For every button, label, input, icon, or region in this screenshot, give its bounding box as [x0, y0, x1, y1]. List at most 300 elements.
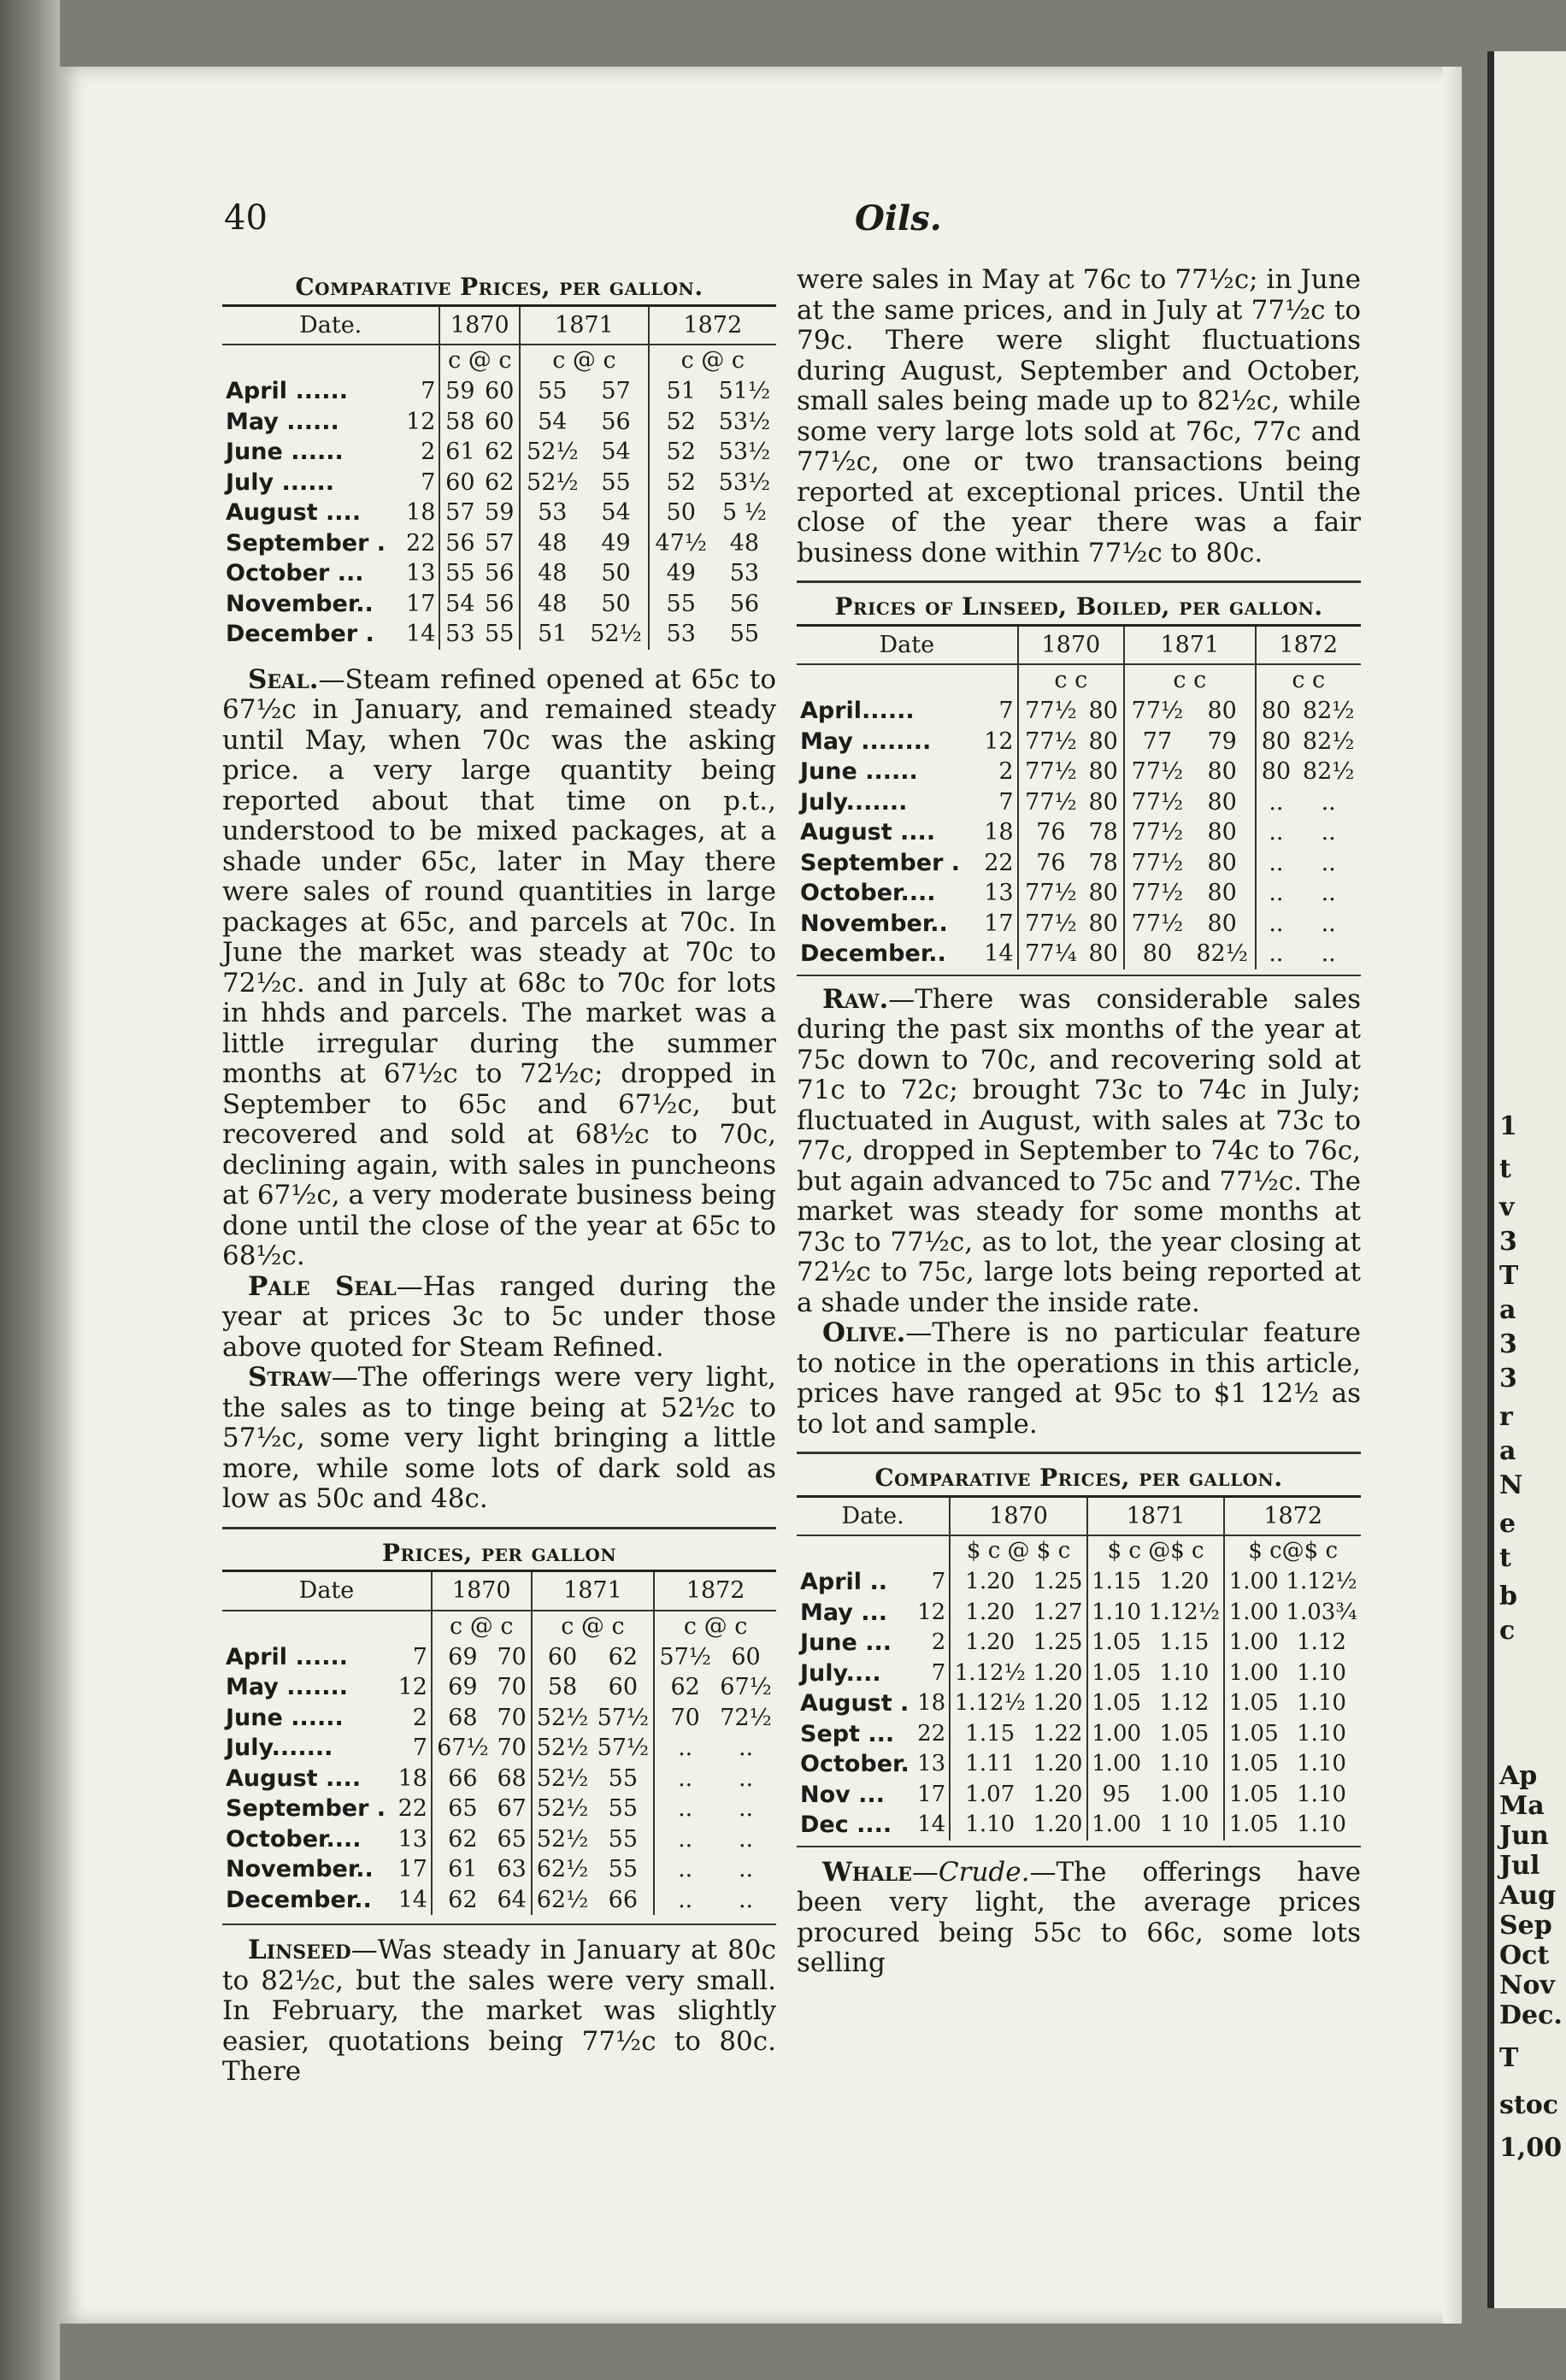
price-table	[797, 1498, 1361, 1841]
price-high-cell: 60	[485, 408, 515, 435]
price-high-cell: ..	[1321, 849, 1336, 876]
table-row	[797, 1628, 1361, 1658]
month-cell: September .	[226, 529, 386, 557]
day-cell: 12	[397, 1674, 427, 1700]
unit-label: c @ c	[654, 1611, 776, 1642]
table-row	[797, 1567, 1361, 1598]
olive-paragraph	[797, 1318, 1361, 1440]
table-row	[797, 1810, 1361, 1841]
date-header: Date.	[222, 307, 439, 345]
price-low-cell: 1.10	[950, 1810, 1029, 1841]
adjacent-page-fragment: e	[1499, 1509, 1516, 1539]
day-cell: 13	[984, 880, 1014, 906]
price-low-cell: 52	[649, 437, 713, 468]
price-high-cell: 80	[1088, 788, 1118, 816]
price-low-cell: 1.15	[1087, 1567, 1145, 1598]
price-high-cell: 1.10	[1297, 1720, 1346, 1747]
price-low-cell: 52½	[532, 1733, 593, 1764]
adjacent-page-fragment: Ap	[1499, 1761, 1538, 1791]
price-low-cell: 77½	[1124, 817, 1190, 848]
price-high-cell: ..	[1321, 819, 1336, 845]
price-high-cell: 80	[1207, 849, 1237, 876]
divider	[797, 1846, 1361, 1847]
price-low-cell: 58	[532, 1672, 593, 1703]
price-high-cell: 56	[601, 408, 631, 435]
price-low-cell: 52½	[520, 437, 584, 468]
price-low-cell: 50	[649, 498, 713, 528]
month-cell: November..	[800, 910, 948, 937]
month-cell: July ......	[226, 468, 335, 496]
price-low-cell: 49	[649, 558, 713, 589]
table-title: Comparative Prices, per gallon.	[295, 273, 704, 301]
price-high-cell: ..	[738, 1795, 754, 1822]
year-header: 1871	[1087, 1498, 1225, 1536]
adjacent-page-fragment: Aug	[1499, 1881, 1557, 1911]
price-high-cell: 1 10	[1159, 1812, 1210, 1837]
price-low-cell: 1.10	[1087, 1598, 1145, 1629]
price-low-cell: 77½	[1124, 787, 1190, 818]
price-low-cell: 56	[439, 528, 480, 559]
price-high-cell: 52½	[590, 621, 642, 647]
page-edge	[1443, 67, 1462, 2324]
unit-label: $ c @ $ c	[950, 1535, 1087, 1567]
paragraph-lead: Linseed	[248, 1935, 351, 1965]
month-cell: June ......	[800, 758, 918, 785]
unit-label: $ c@$ c	[1224, 1535, 1361, 1567]
month-cell: April......	[800, 698, 915, 724]
price-high-cell: 80	[1207, 788, 1237, 816]
paragraph-lead: Straw	[248, 1362, 332, 1393]
price-low-cell: 80	[1256, 696, 1297, 727]
price-low-cell: 1.15	[950, 1719, 1029, 1750]
price-low-cell: 55	[439, 558, 480, 589]
month-cell: July.......	[226, 1735, 333, 1761]
table-header-row	[797, 1498, 1361, 1536]
month-cell: August ....	[226, 499, 362, 526]
price-high-cell: ..	[738, 1856, 754, 1882]
price-low-cell: 52½	[532, 1764, 593, 1794]
day-cell: 7	[412, 1643, 427, 1670]
price-high-cell: 1.10	[1159, 1659, 1210, 1686]
day-cell: 7	[421, 468, 436, 496]
paragraph-text: —The offerings have been very light, the average prices procured being 55c to 66c, some lots selling	[797, 1856, 1361, 1978]
adjacent-page-fragment: T	[1499, 2043, 1519, 2073]
table-row	[222, 407, 776, 438]
price-low-cell: ..	[654, 1854, 715, 1885]
price-low-cell: 57	[439, 498, 480, 528]
table-row	[222, 498, 776, 528]
adjacent-page-strip	[1487, 51, 1566, 2308]
price-high-cell: 82½	[1302, 698, 1355, 724]
price-low-cell: 77½	[1124, 878, 1190, 909]
price-high-cell: 54	[601, 439, 631, 465]
price-low-cell: 62	[654, 1672, 715, 1703]
month-cell: August ....	[226, 1764, 362, 1792]
month-cell: April ..	[800, 1569, 887, 1595]
year-header: 1871	[520, 307, 648, 345]
price-low-cell: 61	[439, 437, 480, 468]
month-cell: April ......	[226, 378, 348, 404]
unit-label: c @ c	[439, 345, 520, 376]
table-row	[222, 1764, 776, 1794]
price-low-cell: 48	[520, 528, 584, 559]
price-low-cell: 55	[520, 376, 584, 407]
year-header: 1870	[950, 1498, 1087, 1536]
month-cell: June ......	[226, 439, 344, 465]
adjacent-page-fragment: v	[1499, 1193, 1515, 1222]
price-high-cell: 57½	[597, 1735, 650, 1761]
year-header: 1872	[1224, 1498, 1361, 1536]
price-high-cell: ..	[1321, 910, 1336, 937]
price-low-cell: 69	[432, 1672, 493, 1703]
price-high-cell: 59	[485, 499, 515, 526]
price-high-cell: 55	[608, 1856, 639, 1882]
month-cell: May .......	[226, 1674, 349, 1700]
table-row	[222, 1733, 776, 1764]
price-low-cell: 1.05	[1224, 1780, 1282, 1811]
price-low-cell: 53	[649, 619, 713, 650]
page-header	[162, 198, 1393, 250]
price-high-cell: 80	[1207, 910, 1237, 937]
paragraph-text: —There is no particular feature to notice in the operations in this article, prices have ranged at 95c to $1 12½ as to lot and sample.	[797, 1317, 1361, 1440]
month-cell: October ...	[226, 560, 364, 586]
adjacent-page-fragment: c	[1499, 1616, 1516, 1646]
table-row	[222, 528, 776, 559]
month-cell: Sept ...	[800, 1720, 895, 1747]
price-high-cell: 82½	[1302, 758, 1355, 785]
price-high-cell: 68	[497, 1764, 527, 1792]
date-header: Date	[797, 627, 1018, 665]
price-high-cell: 80	[1088, 728, 1118, 755]
price-high-cell: ..	[1321, 880, 1336, 906]
price-high-cell: 55	[729, 621, 760, 647]
month-cell: September .	[800, 849, 961, 876]
unit-row	[797, 664, 1361, 696]
month-cell: July.......	[800, 788, 908, 816]
day-cell: 18	[917, 1690, 946, 1716]
table-row	[797, 1658, 1361, 1689]
table-row	[222, 558, 776, 589]
price-low-cell: 54	[520, 407, 584, 438]
price-high-cell: 1.20	[1033, 1781, 1083, 1807]
price-high-cell: 1.12½	[1148, 1599, 1220, 1625]
straw-paragraph	[222, 1363, 776, 1515]
price-high-cell: 56	[729, 590, 760, 617]
adjacent-page-fragment: a	[1499, 1436, 1516, 1466]
price-high-cell: 1.12	[1159, 1690, 1210, 1716]
left-column	[222, 272, 776, 2088]
price-high-cell: 60	[485, 378, 515, 404]
day-cell: 17	[984, 910, 1014, 937]
price-low-cell: 1.11	[950, 1749, 1029, 1780]
price-high-cell: 1.10	[1297, 1659, 1346, 1686]
price-high-cell: 70	[497, 1704, 527, 1731]
price-low-cell: 53	[520, 498, 584, 528]
price-low-cell: 55	[649, 589, 713, 620]
price-low-cell: 62	[432, 1885, 493, 1916]
price-high-cell: 65	[497, 1825, 527, 1853]
price-table	[222, 307, 776, 650]
adjacent-page-fragment: t	[1499, 1543, 1511, 1573]
adjacent-page-fragment: Jul	[1499, 1851, 1540, 1881]
price-low-cell: 1.20	[950, 1567, 1029, 1598]
unit-label: c @ c	[520, 345, 648, 376]
price-low-cell: 52½	[532, 1824, 593, 1855]
price-high-cell: 80	[1207, 698, 1237, 724]
price-high-cell: 57	[601, 378, 631, 404]
price-high-cell: 5 ½	[721, 499, 767, 526]
month-cell: May ...	[800, 1599, 888, 1626]
price-high-cell: 80	[1088, 940, 1118, 967]
month-cell: November..	[226, 1856, 374, 1882]
price-low-cell: 1.00	[1087, 1719, 1145, 1750]
year-header: 1870	[439, 307, 520, 345]
price-low-cell: 59	[439, 376, 480, 407]
price-low-cell: ..	[654, 1794, 715, 1824]
price-low-cell: ..	[1256, 787, 1297, 818]
table-row	[797, 878, 1361, 909]
price-high-cell: 80	[1088, 880, 1118, 906]
adjacent-page-fragment: Sep	[1499, 1911, 1552, 1941]
adjacent-page-fragment: a	[1499, 1295, 1516, 1325]
price-high-cell: 1.03¾	[1286, 1599, 1357, 1625]
day-cell: 13	[397, 1825, 427, 1853]
price-high-cell: 64	[497, 1886, 527, 1913]
price-low-cell: 60	[532, 1642, 593, 1673]
price-low-cell: 77½	[1124, 909, 1190, 940]
price-low-cell: 77½	[1124, 848, 1190, 879]
price-high-cell: 51½	[718, 378, 771, 404]
price-low-cell: ..	[654, 1764, 715, 1794]
year-header: 1871	[1124, 627, 1255, 665]
unit-row	[222, 1611, 776, 1642]
price-low-cell: 70	[654, 1703, 715, 1734]
unit-row	[797, 1535, 1361, 1567]
unit-label: c c	[1124, 664, 1255, 696]
price-high-cell: 80	[1207, 880, 1237, 906]
table-header-row	[797, 627, 1361, 665]
price-high-cell: 1.10	[1159, 1751, 1210, 1776]
adjacent-page-fragment: 3	[1499, 1227, 1517, 1257]
table-row	[797, 696, 1361, 727]
unit-label: c @ c	[432, 1611, 532, 1642]
price-low-cell: 80	[1256, 727, 1297, 757]
paragraph-lead: Seal.	[248, 663, 319, 695]
price-high-cell: 80	[1088, 910, 1118, 937]
price-high-cell: 70	[497, 1674, 527, 1700]
table-row	[222, 1854, 776, 1885]
price-high-cell: 1.05	[1159, 1720, 1210, 1747]
right-column	[797, 265, 1361, 1979]
price-high-cell: 1.12	[1297, 1629, 1346, 1655]
price-low-cell: 77½	[1018, 696, 1084, 727]
day-cell: 7	[998, 698, 1014, 724]
unit-label: c c	[1018, 664, 1125, 696]
price-high-cell: ..	[738, 1825, 754, 1853]
table-row	[797, 1598, 1361, 1629]
price-low-cell: 60	[439, 468, 480, 498]
price-low-cell: ..	[654, 1824, 715, 1855]
paragraph-lead: Pale Seal	[248, 1270, 397, 1302]
day-cell: 14	[984, 940, 1014, 967]
price-low-cell: 80	[1256, 757, 1297, 787]
price-low-cell: 77¼	[1018, 939, 1084, 969]
day-cell: 18	[984, 819, 1014, 845]
price-low-cell: 47½	[649, 528, 713, 559]
price-high-cell: 66	[608, 1886, 639, 1913]
page-number: 40	[224, 198, 268, 238]
price-low-cell: 48	[520, 589, 584, 620]
price-high-cell: 70	[497, 1643, 527, 1670]
price-high-cell: 56	[485, 560, 515, 586]
day-cell: 13	[406, 560, 436, 586]
price-high-cell: 55	[608, 1795, 639, 1822]
day-cell: 22	[984, 849, 1014, 876]
table-row	[222, 1703, 776, 1734]
price-high-cell: 57½	[597, 1704, 650, 1731]
adjacent-page-fragment: N	[1499, 1470, 1523, 1500]
table-row	[222, 1885, 776, 1916]
table-row	[797, 1749, 1361, 1780]
price-low-cell: 62½	[532, 1854, 593, 1885]
paragraph-text: —The offerings were very light, the sales as to tinge being at 52½c to 57½c, some very light bringing a little more, while some lots of dark sold as low as 50c and 48c.	[222, 1362, 776, 1514]
unit-label: c @ c	[649, 345, 776, 376]
day-cell: 7	[412, 1735, 427, 1761]
date-header: Date.	[797, 1498, 950, 1536]
adjacent-page-fragment: Ma	[1499, 1791, 1545, 1821]
price-high-cell: 1.10	[1297, 1781, 1346, 1807]
divider	[797, 1452, 1361, 1454]
price-high-cell: 53½	[718, 468, 771, 496]
price-low-cell: 1.05	[1087, 1688, 1145, 1719]
day-cell: 2	[421, 439, 436, 465]
price-low-cell: ..	[1256, 909, 1297, 940]
price-low-cell: 52	[649, 407, 713, 438]
price-low-cell: 76	[1018, 848, 1084, 879]
price-high-cell: 80	[1207, 819, 1237, 845]
price-high-cell: 53½	[718, 408, 771, 435]
price-high-cell: 1.10	[1297, 1751, 1346, 1776]
price-high-cell: 82½	[1196, 940, 1248, 967]
table-row	[222, 376, 776, 407]
day-cell: 17	[406, 590, 436, 617]
price-low-cell: 57½	[654, 1642, 715, 1673]
price-low-cell: ..	[1256, 817, 1297, 848]
table-row	[222, 1672, 776, 1703]
price-table	[222, 1572, 776, 1915]
table-row	[797, 1780, 1361, 1811]
price-high-cell: 1.20	[1159, 1569, 1210, 1594]
unit-label: c @ c	[532, 1611, 655, 1642]
price-high-cell: 62	[485, 439, 515, 465]
day-cell: 17	[397, 1856, 427, 1882]
price-low-cell: 1.05	[1224, 1688, 1282, 1719]
month-cell: August ....	[800, 819, 936, 845]
table-row	[222, 619, 776, 650]
table-row	[797, 787, 1361, 818]
day-cell: 7	[998, 788, 1014, 816]
price-low-cell: 77½	[1018, 787, 1084, 818]
price-high-cell: 62	[485, 468, 515, 496]
adjacent-page-fragment: Dec.	[1499, 2000, 1563, 2030]
unit-row	[222, 345, 776, 376]
price-high-cell: 79	[1207, 728, 1237, 755]
price-low-cell: 62	[432, 1824, 493, 1855]
price-high-cell: 62	[608, 1643, 639, 1670]
price-high-cell: 55	[608, 1764, 639, 1792]
price-low-cell: 1.12½	[950, 1658, 1029, 1689]
table-row	[797, 757, 1361, 787]
price-high-cell: ..	[1321, 940, 1336, 967]
price-low-cell: 52½	[520, 468, 584, 498]
month-cell: October.	[800, 1751, 910, 1777]
price-low-cell: 1.05	[1224, 1719, 1282, 1750]
table-row	[797, 727, 1361, 757]
scan-background	[0, 0, 60, 2380]
adjacent-page-fragment: b	[1499, 1582, 1517, 1611]
table-row	[222, 1642, 776, 1673]
price-high-cell: 1.20	[1033, 1690, 1083, 1716]
day-cell: 7	[931, 1659, 946, 1686]
price-high-cell: ..	[1321, 788, 1336, 816]
price-low-cell: ..	[1256, 848, 1297, 879]
price-low-cell: 77	[1124, 727, 1190, 757]
price-high-cell: ..	[738, 1735, 754, 1761]
divider	[222, 1923, 776, 1925]
table-title: Prices, per gallon	[381, 1538, 617, 1567]
date-header: Date	[222, 1572, 432, 1611]
month-cell: November..	[226, 590, 374, 617]
day-cell: 7	[421, 378, 436, 404]
table-row	[222, 1794, 776, 1824]
price-high-cell: 53	[729, 560, 760, 586]
price-high-cell: 1.25	[1033, 1629, 1083, 1655]
price-low-cell: 1.20	[950, 1598, 1029, 1629]
day-cell: 22	[397, 1795, 427, 1822]
year-header: 1871	[532, 1572, 655, 1611]
price-high-cell: 1.27	[1033, 1599, 1083, 1625]
day-cell: 7	[931, 1569, 946, 1594]
paragraph-text: —There was considerable sales during the past six months of the year at 75c down to 70c, and recovering sold at 71c to 72c; brought 73c to 74c in July; fluctuated in August, with sales at 73c to 77c, dropped in September to 74c to 76c, but again advanced to 75c and 77½c. The market was steady for some months at 73c to 77½c, as to lot, the year closing at 72½c to 75c, large lots being reported at a shade under the inside rate.	[797, 983, 1361, 1318]
day-cell: 12	[406, 408, 436, 435]
price-high-cell: 1.12½	[1286, 1569, 1357, 1594]
month-cell: Dec ....	[800, 1812, 892, 1838]
price-low-cell: 1.00	[1224, 1658, 1282, 1689]
price-high-cell: 1.10	[1297, 1690, 1346, 1716]
price-high-cell: 72½	[720, 1704, 772, 1731]
price-low-cell: 67½	[432, 1733, 493, 1764]
day-cell: 18	[397, 1764, 427, 1792]
month-cell: December..	[800, 940, 946, 967]
price-high-cell: ..	[738, 1886, 754, 1913]
price-high-cell: 48	[729, 529, 760, 557]
price-low-cell: 76	[1018, 817, 1084, 848]
unit-label: $ c @$ c	[1087, 1535, 1225, 1567]
price-high-cell: 1.15	[1159, 1629, 1210, 1655]
price-low-cell: 52	[649, 468, 713, 498]
price-low-cell: 1.05	[1087, 1658, 1145, 1689]
price-high-cell: 55	[485, 621, 515, 647]
price-low-cell: 62½	[532, 1885, 593, 1916]
price-low-cell: 77½	[1124, 757, 1190, 787]
price-low-cell: 1.05	[1224, 1810, 1282, 1841]
table-row	[222, 437, 776, 468]
paragraph-subhead: —Crude.	[911, 1856, 1030, 1888]
price-low-cell: 77½	[1018, 727, 1084, 757]
paragraph-lead: Raw.	[822, 983, 889, 1015]
price-low-cell: 1.20	[950, 1628, 1029, 1658]
price-high-cell: 55	[601, 468, 631, 496]
